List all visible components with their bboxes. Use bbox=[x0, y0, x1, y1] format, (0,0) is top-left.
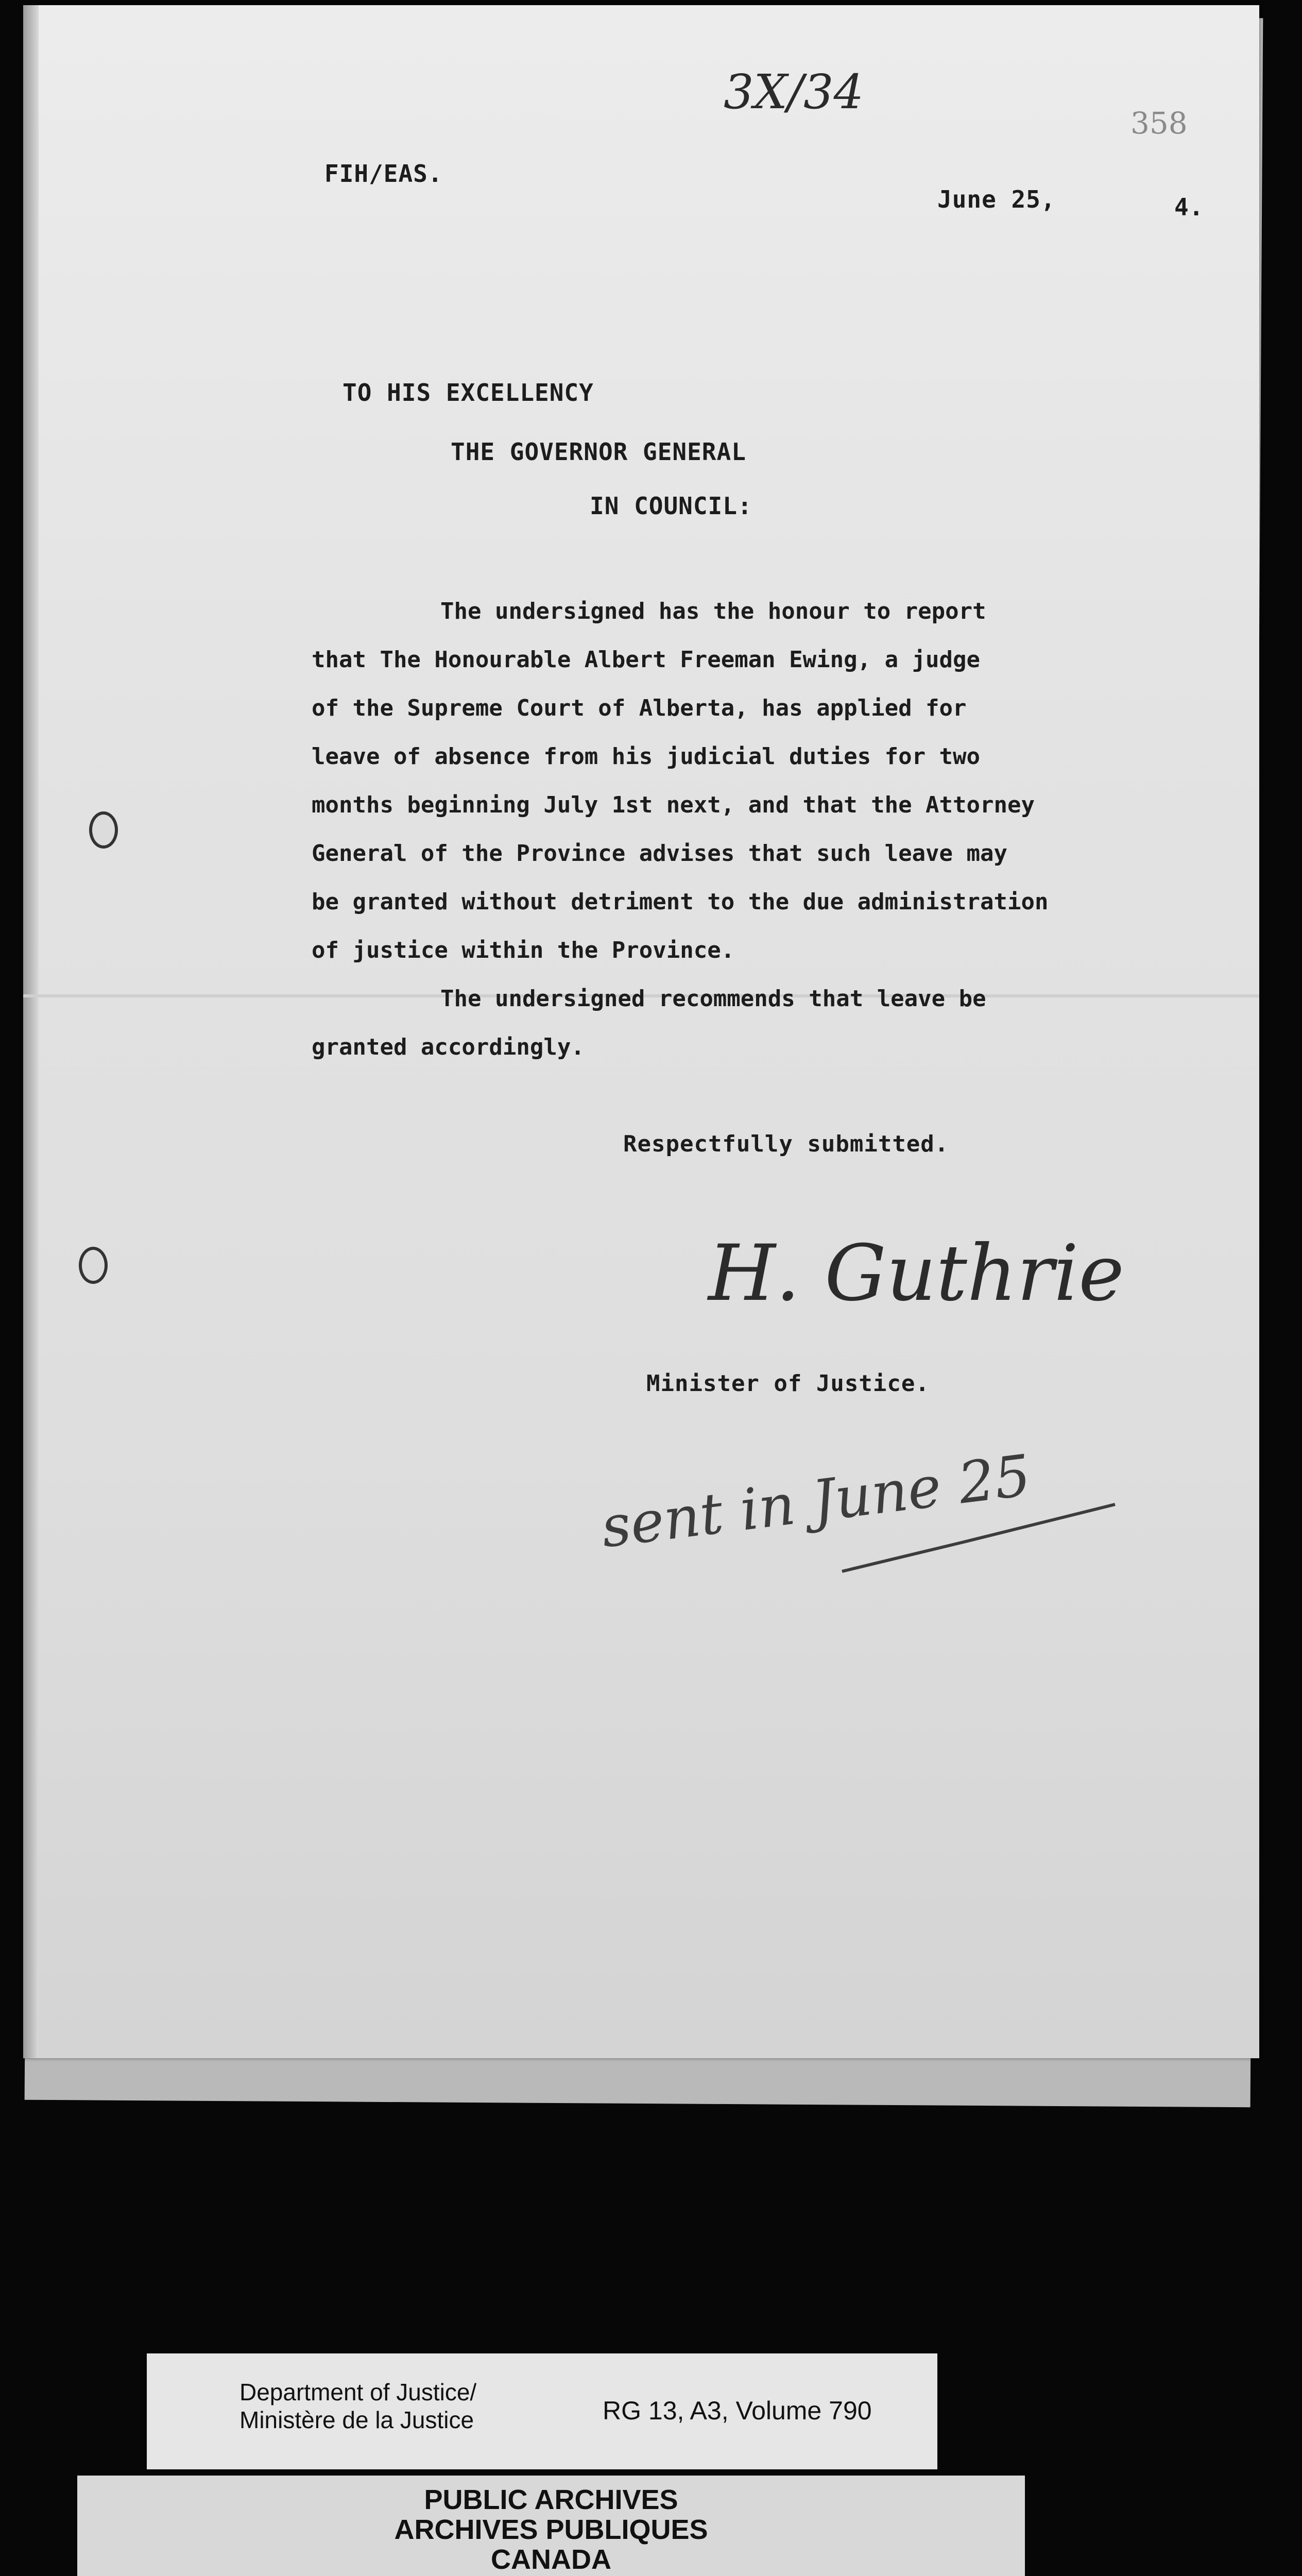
reference-code: FIH/EAS. bbox=[324, 160, 443, 188]
closing: Respectfully submitted. bbox=[623, 1131, 949, 1157]
body-line: The undersigned has the honour to report bbox=[440, 598, 986, 624]
body-line: granted accordingly. bbox=[312, 1034, 585, 1060]
body-line: of justice within the Province. bbox=[312, 937, 735, 963]
archives-line-2: ARCHIVES PUBLIQUES bbox=[394, 2514, 708, 2545]
public-archives-label bbox=[77, 2476, 1025, 2576]
page-number: 4. bbox=[1174, 193, 1204, 221]
archive-number: 3X/34 bbox=[724, 64, 864, 120]
page-stamp: 358 bbox=[1130, 106, 1188, 141]
signature: H. Guthrie bbox=[708, 1229, 1124, 1318]
archives-line-3: CANADA bbox=[491, 2544, 611, 2575]
record-group: RG 13, A3, Volume 790 bbox=[603, 2396, 872, 2425]
archives-line-1: PUBLIC ARCHIVES bbox=[424, 2484, 678, 2515]
body-line: of the Supreme Court of Alberta, has applied for bbox=[312, 695, 967, 721]
body-line: General of the Province advises that such leave may bbox=[312, 840, 1008, 867]
body-line: The undersigned recommends that leave be bbox=[440, 986, 986, 1012]
document-page bbox=[23, 5, 1259, 2058]
binder-hole bbox=[79, 1247, 108, 1284]
body-line: that The Honourable Albert Freeman Ewing, a judge bbox=[312, 647, 981, 673]
body-line: leave of absence from his judicial duties for two bbox=[312, 743, 981, 770]
salutation-line-2: THE GOVERNOR GENERAL bbox=[451, 438, 746, 466]
body-line: be granted without detriment to the due administration bbox=[312, 889, 1049, 915]
binder-hole bbox=[89, 811, 118, 849]
archive-reference-label bbox=[147, 2353, 937, 2469]
body-line: months beginning July 1st next, and that the Attorney bbox=[312, 792, 1035, 818]
department-fr: Ministère de la Justice bbox=[239, 2406, 474, 2433]
report-body bbox=[312, 587, 1228, 1072]
note-underline bbox=[837, 1494, 1125, 1582]
page-edge-shadow bbox=[23, 5, 39, 2058]
department-en: Department of Justice/ bbox=[239, 2379, 477, 2405]
signatory-title: Minister of Justice. bbox=[646, 1370, 930, 1397]
handwritten-note: sent in June 25 bbox=[597, 1442, 1035, 1561]
salutation-line-1: TO HIS EXCELLENCY bbox=[342, 379, 594, 406]
salutation-line-3: IN COUNCIL: bbox=[590, 492, 752, 520]
document-date: June 25, bbox=[937, 185, 1056, 213]
